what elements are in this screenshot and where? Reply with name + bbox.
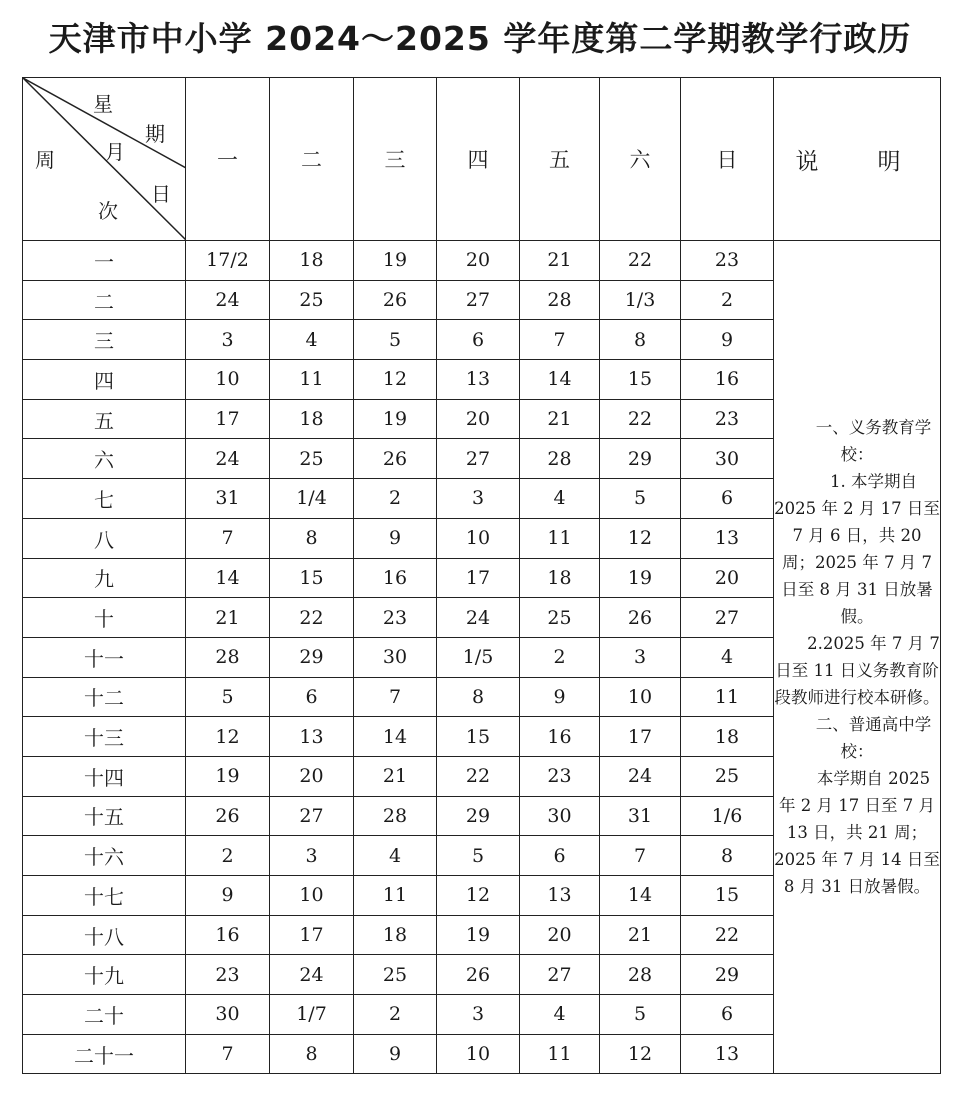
date-cell: 3 (437, 995, 520, 1035)
date-cell: 24 (186, 439, 270, 479)
date-cell: 23 (186, 955, 270, 995)
date-cell: 13 (520, 876, 600, 916)
date-cell: 8 (270, 518, 354, 558)
date-cell: 2 (354, 995, 437, 1035)
date-cell: 22 (437, 756, 520, 796)
date-cell: 21 (520, 399, 600, 439)
date-cell: 4 (354, 836, 437, 876)
date-cell: 9 (354, 1034, 437, 1074)
date-cell: 6 (681, 479, 774, 519)
date-cell: 7 (520, 320, 600, 360)
date-cell: 26 (186, 796, 270, 836)
week-number-cell: 十二 (23, 677, 186, 717)
note-paragraph: 一、义务教育学校： (815, 418, 932, 465)
date-cell: 2 (186, 836, 270, 876)
date-cell: 23 (681, 241, 774, 281)
date-cell: 23 (520, 756, 600, 796)
date-cell: 24 (437, 598, 520, 638)
week-number-cell: 十一 (23, 637, 186, 677)
date-cell: 29 (681, 955, 774, 995)
date-cell: 12 (600, 518, 681, 558)
date-cell: 3 (437, 479, 520, 519)
date-cell: 4 (270, 320, 354, 360)
date-cell: 21 (520, 241, 600, 281)
date-cell: 19 (600, 558, 681, 598)
date-cell: 19 (354, 241, 437, 281)
date-cell: 4 (520, 479, 600, 519)
week-number-cell: 十三 (23, 717, 186, 757)
date-cell: 5 (354, 320, 437, 360)
date-cell: 18 (270, 399, 354, 439)
date-cell: 12 (354, 360, 437, 400)
date-cell: 2 (520, 637, 600, 677)
corner-label-ri: 日 (151, 182, 171, 206)
day-header-3: 三 (354, 78, 437, 241)
date-cell: 21 (600, 915, 681, 955)
date-cell: 10 (186, 360, 270, 400)
week-number-cell: 二十一 (23, 1034, 186, 1074)
header-row (23, 78, 941, 241)
week-number-cell: 五 (23, 399, 186, 439)
week-number-cell: 九 (23, 558, 186, 598)
date-cell: 11 (681, 677, 774, 717)
date-cell: 31 (600, 796, 681, 836)
date-cell: 29 (600, 439, 681, 479)
date-cell: 5 (186, 677, 270, 717)
date-cell: 20 (520, 915, 600, 955)
corner-label-xing: 星 (93, 92, 113, 116)
date-cell: 27 (270, 796, 354, 836)
date-cell: 7 (186, 518, 270, 558)
day-header-5: 五 (520, 78, 600, 241)
date-cell: 9 (186, 876, 270, 916)
date-cell: 20 (437, 399, 520, 439)
date-cell: 25 (681, 756, 774, 796)
date-cell: 6 (520, 836, 600, 876)
date-cell: 19 (186, 756, 270, 796)
date-cell: 20 (270, 756, 354, 796)
date-cell: 16 (354, 558, 437, 598)
date-cell: 28 (186, 637, 270, 677)
date-cell: 20 (437, 241, 520, 281)
date-cell: 8 (681, 836, 774, 876)
date-cell: 15 (270, 558, 354, 598)
date-cell: 26 (437, 955, 520, 995)
date-cell: 27 (437, 439, 520, 479)
notes-cell (774, 241, 941, 1074)
day-header-1: 一 (186, 78, 270, 241)
date-cell: 18 (354, 915, 437, 955)
date-cell: 8 (437, 677, 520, 717)
day-header-6: 六 (600, 78, 681, 241)
date-cell: 24 (270, 955, 354, 995)
day-header-4: 四 (437, 78, 520, 241)
date-cell: 12 (186, 717, 270, 757)
date-cell: 28 (520, 439, 600, 479)
note-paragraph: 2.2025 年 7 月 7 日至 11 日义务教育阶段教师进行校本研修。 (774, 634, 940, 708)
date-cell: 4 (681, 637, 774, 677)
date-cell: 11 (354, 876, 437, 916)
date-cell: 8 (600, 320, 681, 360)
date-cell: 1/7 (270, 995, 354, 1035)
date-cell: 1/6 (681, 796, 774, 836)
note-paragraph: 1. 本学期自 2025 年 2 月 17 日至 7 月 6 日，共 20 周；2025 年 7 月 7 日至 8 月 31 日放暑假。 (774, 472, 940, 627)
date-cell: 17 (186, 399, 270, 439)
week-number-cell: 六 (23, 439, 186, 479)
week-number-cell: 十五 (23, 796, 186, 836)
date-cell: 5 (437, 836, 520, 876)
date-cell: 7 (600, 836, 681, 876)
week-number-cell: 四 (23, 360, 186, 400)
corner-header-cell (23, 78, 186, 241)
date-cell: 23 (681, 399, 774, 439)
date-cell: 17/2 (186, 241, 270, 281)
corner-label-zhou: 周 (35, 148, 55, 172)
date-cell: 12 (437, 876, 520, 916)
day-header-7: 日 (681, 78, 774, 241)
corner-label-ci: 次 (98, 199, 118, 223)
date-cell: 10 (437, 1034, 520, 1074)
date-cell: 7 (186, 1034, 270, 1074)
date-cell: 21 (354, 756, 437, 796)
date-cell: 22 (600, 399, 681, 439)
calendar-table (22, 77, 941, 1074)
date-cell: 28 (520, 280, 600, 320)
date-cell: 22 (270, 598, 354, 638)
date-cell: 9 (520, 677, 600, 717)
date-cell: 14 (186, 558, 270, 598)
week-number-cell: 十八 (23, 915, 186, 955)
day-header-2: 二 (270, 78, 354, 241)
date-cell: 22 (600, 241, 681, 281)
date-cell: 3 (186, 320, 270, 360)
date-cell: 28 (354, 796, 437, 836)
date-cell: 29 (270, 637, 354, 677)
date-cell: 6 (681, 995, 774, 1035)
date-cell: 4 (520, 995, 600, 1035)
note-paragraph: 二、普通高中学校： (815, 715, 932, 762)
date-cell: 9 (681, 320, 774, 360)
date-cell: 3 (600, 637, 681, 677)
date-cell: 6 (270, 677, 354, 717)
date-cell: 23 (354, 598, 437, 638)
date-cell: 25 (520, 598, 600, 638)
date-cell: 15 (600, 360, 681, 400)
date-cell: 16 (186, 915, 270, 955)
date-cell: 14 (354, 717, 437, 757)
date-cell: 18 (270, 241, 354, 281)
date-cell: 13 (270, 717, 354, 757)
date-cell: 1/4 (270, 479, 354, 519)
date-cell: 21 (186, 598, 270, 638)
week-number-cell: 二 (23, 280, 186, 320)
page-title: 天津市中小学 2024～2025 学年度第二学期教学行政历 (48, 19, 912, 58)
date-cell: 7 (354, 677, 437, 717)
date-cell: 20 (681, 558, 774, 598)
date-cell: 19 (437, 915, 520, 955)
notes-header: 说 明 (774, 78, 941, 241)
date-cell: 2 (354, 479, 437, 519)
date-cell: 8 (270, 1034, 354, 1074)
date-cell: 9 (354, 518, 437, 558)
week-row (23, 241, 941, 281)
date-cell: 30 (186, 995, 270, 1035)
date-cell: 16 (681, 360, 774, 400)
week-number-cell: 一 (23, 241, 186, 281)
calendar-body (23, 241, 941, 1074)
week-number-cell: 十四 (23, 756, 186, 796)
week-number-cell: 十九 (23, 955, 186, 995)
week-number-cell: 十七 (23, 876, 186, 916)
date-cell: 26 (354, 439, 437, 479)
date-cell: 26 (354, 280, 437, 320)
date-cell: 18 (681, 717, 774, 757)
date-cell: 17 (600, 717, 681, 757)
date-cell: 15 (681, 876, 774, 916)
date-cell: 1/5 (437, 637, 520, 677)
week-number-cell: 二十 (23, 995, 186, 1035)
date-cell: 1/3 (600, 280, 681, 320)
date-cell: 10 (270, 876, 354, 916)
date-cell: 31 (186, 479, 270, 519)
date-cell: 30 (354, 637, 437, 677)
date-cell: 13 (437, 360, 520, 400)
date-cell: 27 (681, 598, 774, 638)
date-cell: 10 (600, 677, 681, 717)
date-cell: 12 (600, 1034, 681, 1074)
week-number-cell: 十六 (23, 836, 186, 876)
date-cell: 17 (270, 915, 354, 955)
date-cell: 22 (681, 915, 774, 955)
week-number-cell: 十 (23, 598, 186, 638)
date-cell: 25 (270, 280, 354, 320)
date-cell: 13 (681, 1034, 774, 1074)
date-cell: 14 (520, 360, 600, 400)
date-cell: 24 (186, 280, 270, 320)
date-cell: 26 (600, 598, 681, 638)
date-cell: 29 (437, 796, 520, 836)
date-cell: 27 (520, 955, 600, 995)
date-cell: 14 (600, 876, 681, 916)
week-number-cell: 八 (23, 518, 186, 558)
week-number-cell: 三 (23, 320, 186, 360)
date-cell: 3 (270, 836, 354, 876)
date-cell: 19 (354, 399, 437, 439)
date-cell: 13 (681, 518, 774, 558)
date-cell: 24 (600, 756, 681, 796)
date-cell: 25 (354, 955, 437, 995)
date-cell: 17 (437, 558, 520, 598)
date-cell: 28 (600, 955, 681, 995)
date-cell: 10 (437, 518, 520, 558)
date-cell: 18 (520, 558, 600, 598)
date-cell: 6 (437, 320, 520, 360)
date-cell: 30 (681, 439, 774, 479)
date-cell: 11 (520, 1034, 600, 1074)
corner-label-qi: 期 (145, 122, 165, 146)
date-cell: 5 (600, 479, 681, 519)
date-cell: 2 (681, 280, 774, 320)
date-cell: 30 (520, 796, 600, 836)
date-cell: 11 (520, 518, 600, 558)
date-cell: 11 (270, 360, 354, 400)
week-number-cell: 七 (23, 479, 186, 519)
note-paragraph: 本学期自 2025 年 2 月 17 日至 7 月 13 日，共 21 周；2025 年 7 月 14 日至 8 月 31 日放暑假。 (774, 769, 940, 897)
date-cell: 25 (270, 439, 354, 479)
date-cell: 5 (600, 995, 681, 1035)
date-cell: 15 (437, 717, 520, 757)
corner-label-yue: 月 (105, 140, 125, 164)
date-cell: 27 (437, 280, 520, 320)
date-cell: 16 (520, 717, 600, 757)
